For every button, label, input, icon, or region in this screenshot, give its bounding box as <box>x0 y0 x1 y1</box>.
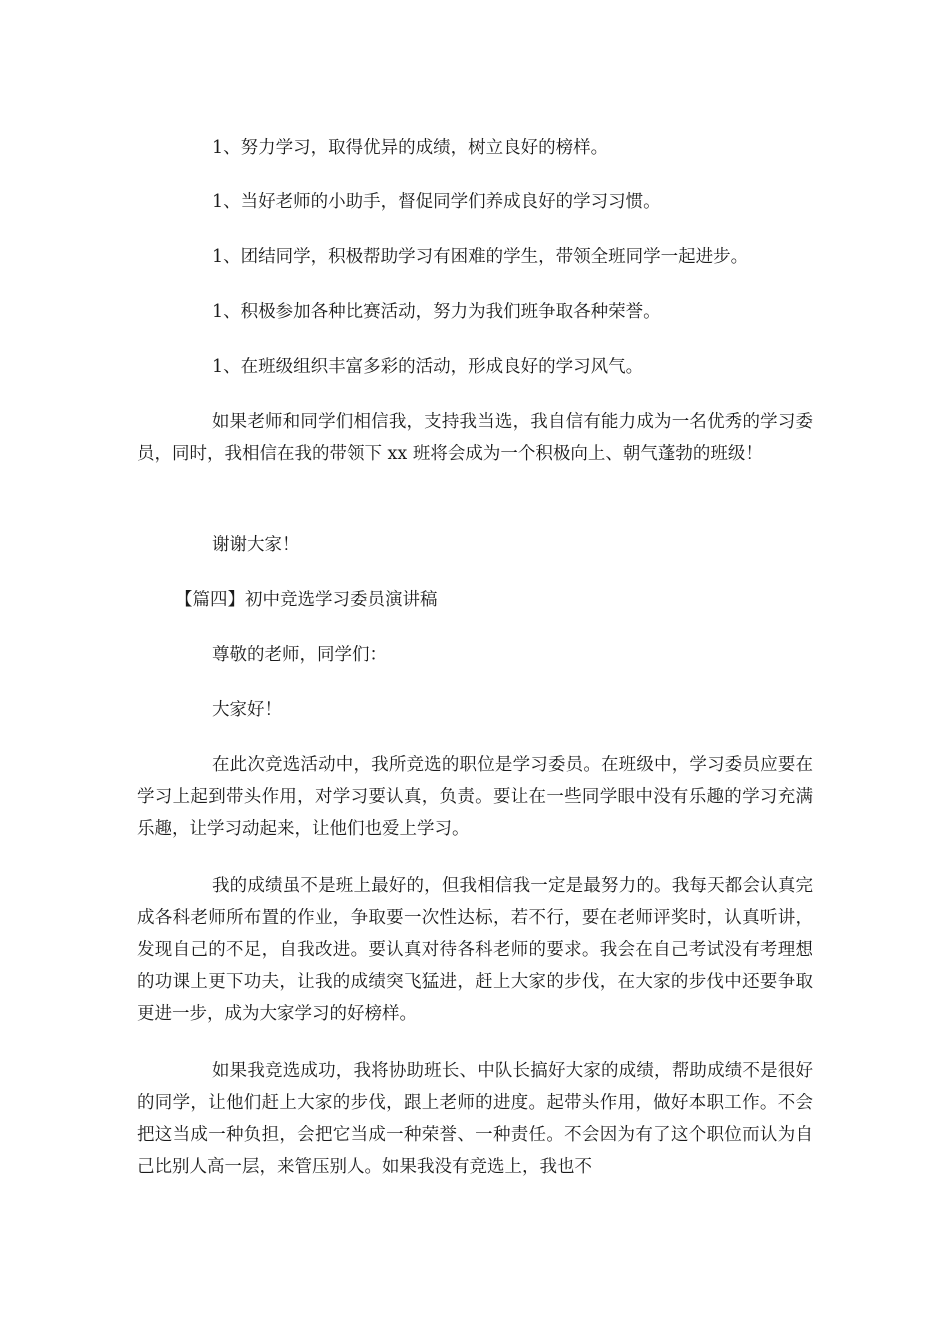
body-paragraph: 我的成绩虽不是班上最好的，但我相信我一定是最努力的。我每天都会认真完成各科老师所布置的作业，争取要一次性达标，若不行，要在老师评奖时，认真听讲，发现自己的不足，自我改进。要认真对待各科老师的要求。我会在自己考试没有考理想的功课上更下功夫，让我的成绩突飞猛进，赶上大家的步伐，在大家的步伐中还要争取更进一步，成为大家学习的好榜样。 <box>137 876 813 1024</box>
list-item: 1、团结同学，积极帮助学习有困难的学生，带领全班同学一起进步。 <box>212 247 749 267</box>
body-paragraph: 如果老师和同学们相信我，支持我当选，我自信有能力成为一名优秀的学习委员，同时，我相信在我的带领下 xx 班将会成为一个积极向上、朝气蓬勃的班级！ <box>137 412 813 464</box>
closing-line: 谢谢大家！ <box>212 535 300 555</box>
list-item: 1、努力学习，取得优异的成绩，树立良好的榜样。 <box>212 138 609 158</box>
greeting: 大家好！ <box>212 700 282 720</box>
list-item: 1、在班级组织丰富多彩的活动，形成良好的学习风气。 <box>212 357 644 377</box>
body-paragraph: 如果我竞选成功，我将协助班长、中队长搞好大家的成绩，帮助成绩不是很好的同学，让他们赶上大家的步伐，跟上老师的进度。起带头作用，做好本职工作。不会把这当成一种负担，会把它当成一种荣誉、一种责任。不会因为有了这个职位而认为自己比别人高一层，来管压别人。如果我没有竞选上，我也不 <box>137 1061 813 1177</box>
list-item: 1、当好老师的小助手，督促同学们养成良好的学习习惯。 <box>212 192 661 212</box>
salutation: 尊敬的老师，同学们： <box>212 645 387 665</box>
body-paragraph: 在此次竞选活动中，我所竞选的职位是学习委员。在班级中，学习委员应要在学习上起到带头作用，对学习要认真，负责。要让在一些同学眼中没有乐趣的学习充满乐趣，让学习动起来，让他们也爱上学习。 <box>137 755 813 839</box>
section-heading: 【篇四】初中竞选学习委员演讲稿 <box>175 590 438 610</box>
list-item: 1、积极参加各种比赛活动，努力为我们班争取各种荣誉。 <box>212 302 661 322</box>
